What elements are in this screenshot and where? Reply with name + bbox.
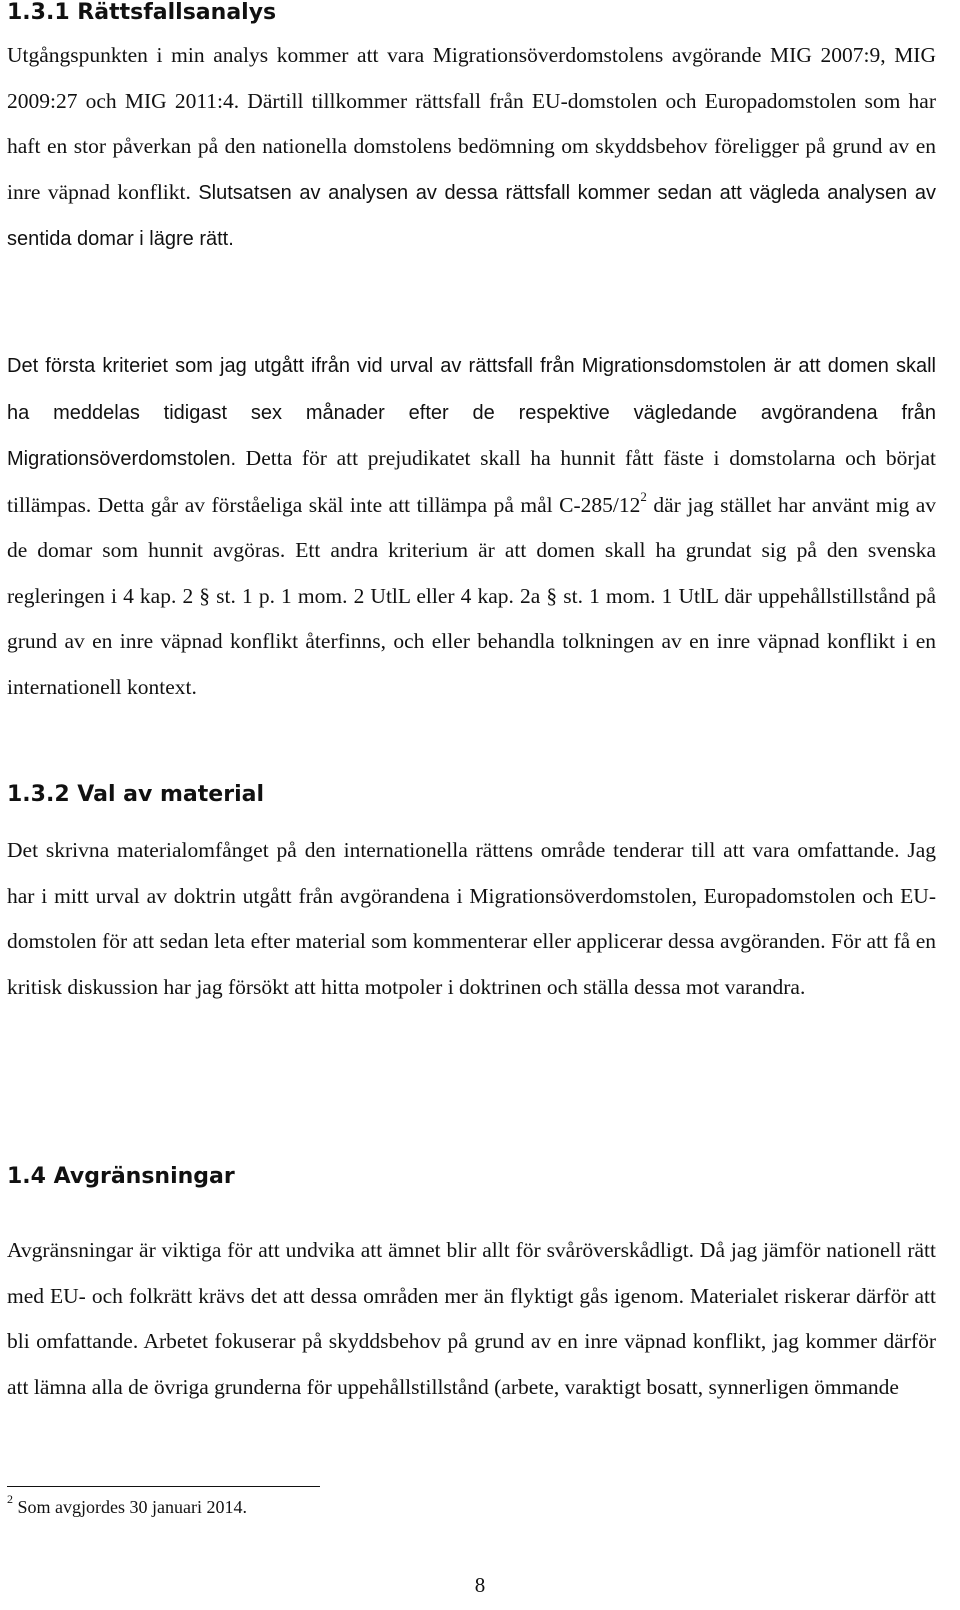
footnote xyxy=(7,1492,247,1518)
section-heading-val-av-material: 1.3.2 Val av material xyxy=(7,782,264,807)
paragraph-selection-criteria xyxy=(7,343,936,710)
paragraph-text-serif: Detta för att prejudikatet skall ha hunnit fått fäste i domstolarna och börjat tillämpas. Detta går av förståeliga skäl inte att tillämpa på mål C-285/12 xyxy=(7,446,937,517)
paragraph-text-serif: Utgångspunkten i min analys kommer att vara Migrationsöverdomstolens avgörande MIG 2007:9, MIG 2009:27 och MIG 2011:4. Därtill tillkommer rättsfall från EU-domstolen och Europadomstolen som har haft en stor påverkan på den nationella domstolens bedömning om skyddsbehov föreligger på grund av en inre väpnad konflikt. xyxy=(7,43,936,204)
footnote-separator xyxy=(7,1486,320,1487)
page-number: 8 xyxy=(474,1573,486,1597)
section-heading-rattsfallsanalys: 1.3.1 Rättsfallsanalys xyxy=(7,0,277,25)
paragraph-text-serif: där jag stället har använt mig av de domar som hunnit avgöras. Ett andra kriterium är att domen skall ha grundat sig på den svenska regleringen i 4 kap. 2 § st. 1 p. 1 mom. 2 UtlL eller 4 kap. 2a § st. 1 mom. 1 UtlL där uppehållstillstånd på grund av en inre väpnad konflikt återfinns, och eller behandla tolkningen av en inre väpnad konflikt i en internationell kontext. xyxy=(7,492,936,699)
paragraph-text-sans: Det första kriteriet som jag utgått ifrån vid urval av rättsfall från Migrationsdomstolen är att domen skall ha meddelas tidigast sex månader efter de respektive vägledande avgörandena från Migrationsöverdomstolen. xyxy=(7,355,936,470)
section-heading-avgransningar: 1.4 Avgränsningar xyxy=(7,1164,235,1189)
paragraph-delimitations: Avgränsningar är viktiga för att undvika att ämnet blir allt för svåröverskådligt. Då jag jämför nationell rätt med EU- och folkrätt krävs det att dessa områden mer än flyktigt gås igenom. Materialet riskerar därför att bli omfattande. Arbetet fokuserar på skyddsbehov på grund av en inre väpnad konflikt, jag kommer därför att lämna alla de övriga grunderna för uppehållstillstånd (arbete, varaktigt bosatt, synnerligen ömmande xyxy=(7,1238,936,1399)
paragraph-material-choice: Det skrivna materialomfånget på den internationella rättens område tenderar till att vara omfattande. Jag har i mitt urval av doktrin utgått från avgörandena i Migrationsöverdomstolen, Europadomstolen och EU-domstolen för att sedan leta efter material som kommenterar eller applicerar dessa avgöranden. För att få en kritisk diskussion har jag försökt att hitta motpoler i doktrinen och ställa dessa mot varandra. xyxy=(7,838,936,999)
footnote-reference[interactable]: 2 xyxy=(640,489,647,505)
footnote-text: Som avgjordes 30 januari 2014. xyxy=(17,1497,247,1517)
paragraph-text-sans: Slutsatsen av analysen av dessa rättsfall kommer sedan att vägleda analysen av sentida domar i lägre rätt. xyxy=(7,181,937,250)
footnote-number: 2 xyxy=(7,1492,13,1506)
paragraph-analysis-basis xyxy=(7,33,936,263)
